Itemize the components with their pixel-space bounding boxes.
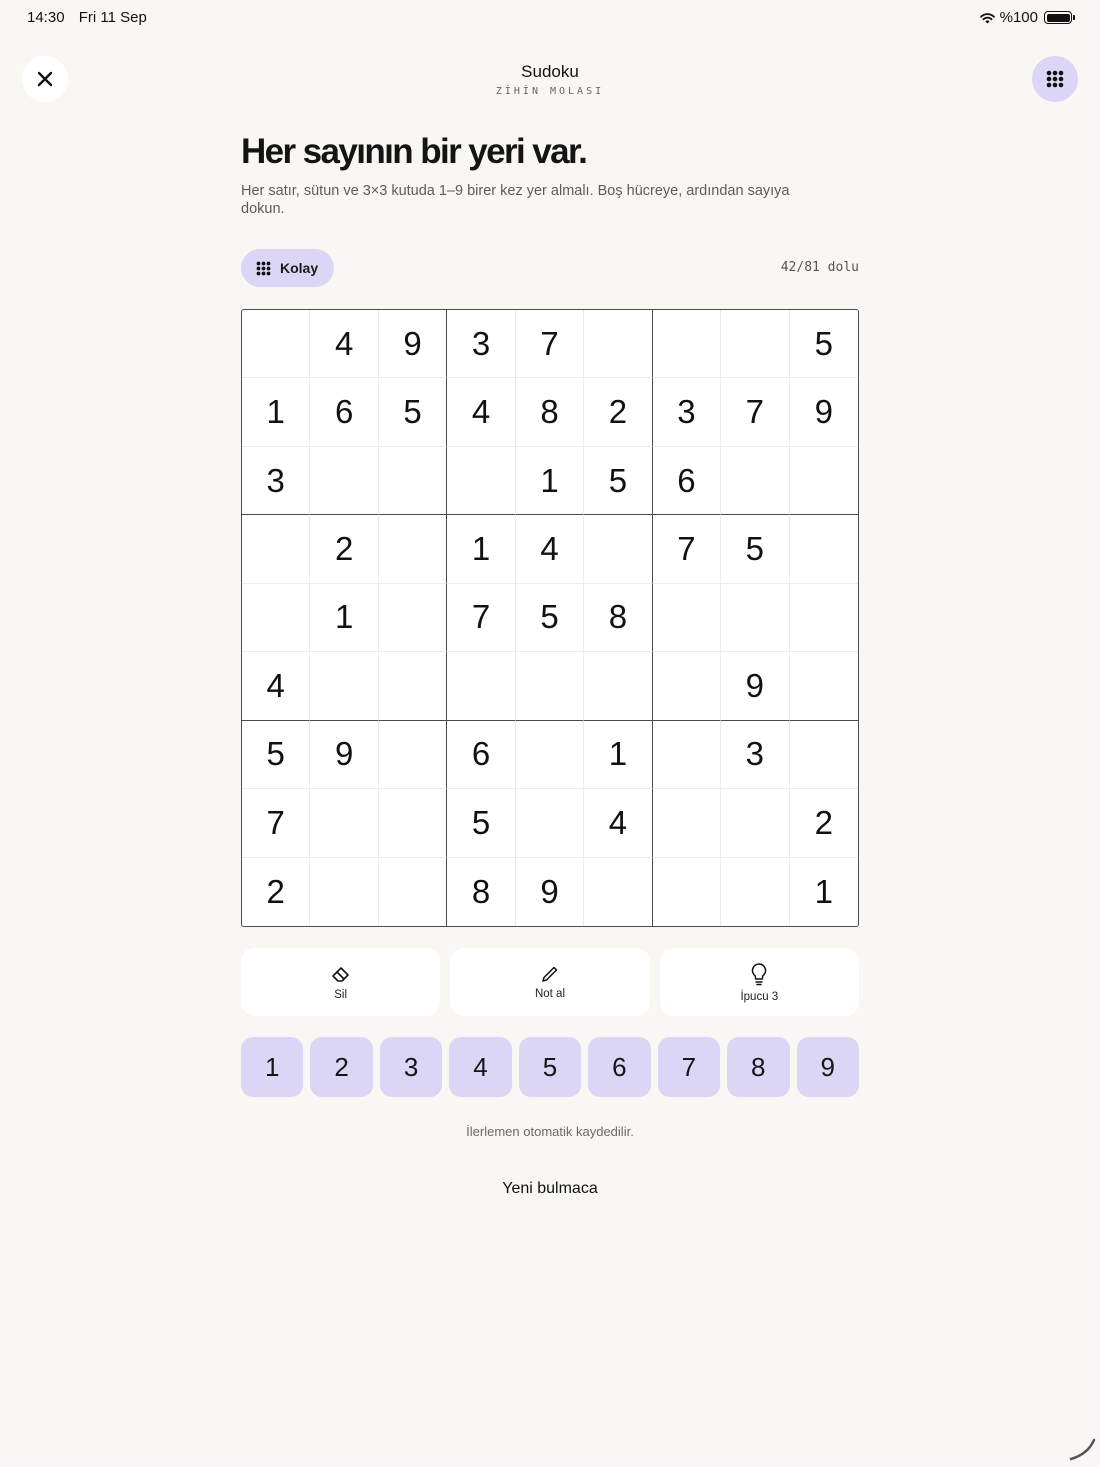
hint-button[interactable]: [660, 948, 859, 1016]
sudoku-cell[interactable]: 9: [379, 310, 447, 378]
notes-label: Not al: [534, 987, 566, 1000]
sudoku-cell[interactable]: [721, 447, 789, 515]
sudoku-cell[interactable]: [379, 652, 447, 720]
headline: Her sayının bir yeri var.: [241, 132, 587, 171]
status-indicators: [979, 9, 1072, 26]
number-key-3[interactable]: 3: [380, 1037, 442, 1097]
sudoku-cell[interactable]: 5: [790, 310, 858, 378]
sudoku-cell[interactable]: [721, 310, 789, 378]
battery-icon: [1044, 11, 1072, 24]
sudoku-cell[interactable]: [790, 584, 858, 652]
autosave-note: İlerlemen otomatik kaydedilir.: [466, 1124, 634, 1139]
sudoku-cell[interactable]: 6: [447, 721, 515, 789]
sudoku-cell[interactable]: 5: [242, 721, 310, 789]
sudoku-cell[interactable]: 7: [721, 378, 789, 446]
sudoku-cell[interactable]: [790, 515, 858, 583]
sudoku-cell[interactable]: 7: [447, 584, 515, 652]
difficulty-label: Kolay: [280, 260, 319, 276]
sudoku-cell[interactable]: [790, 721, 858, 789]
sudoku-cell[interactable]: [516, 789, 584, 857]
sudoku-cell[interactable]: 3: [447, 310, 515, 378]
sudoku-cell[interactable]: [790, 652, 858, 720]
sudoku-cell[interactable]: [379, 789, 447, 857]
sudoku-cell[interactable]: 9: [310, 721, 378, 789]
sudoku-cell[interactable]: 3: [721, 721, 789, 789]
status-time-date: [27, 9, 147, 26]
sudoku-cell[interactable]: 6: [310, 378, 378, 446]
sudoku-cell[interactable]: [379, 858, 447, 926]
sudoku-cell[interactable]: [447, 652, 515, 720]
instructions: Her satır, sütun ve 3×3 kutuda 1–9 birer kez yer almalı. Boş hücreye, ardından sayıya dokun.: [241, 183, 790, 217]
notes-button[interactable]: [450, 948, 649, 1016]
sudoku-cell[interactable]: [310, 858, 378, 926]
sudoku-cell[interactable]: [653, 858, 721, 926]
sudoku-cell[interactable]: [516, 721, 584, 789]
number-pad: [241, 1037, 859, 1097]
sudoku-cell[interactable]: [516, 652, 584, 720]
erase-button[interactable]: [241, 948, 440, 1016]
number-key-8[interactable]: 8: [727, 1037, 789, 1097]
difficulty-selector[interactable]: [241, 249, 334, 287]
sudoku-cell[interactable]: 5: [516, 584, 584, 652]
sudoku-cell[interactable]: 7: [516, 310, 584, 378]
number-key-6[interactable]: 6: [588, 1037, 650, 1097]
number-key-4[interactable]: 4: [449, 1037, 511, 1097]
page-title: Sudoku: [521, 62, 579, 81]
number-key-7[interactable]: 7: [658, 1037, 720, 1097]
eraser-icon: [330, 964, 352, 984]
sudoku-cell[interactable]: [447, 447, 515, 515]
grid-icon: [1046, 70, 1064, 88]
sudoku-cell[interactable]: [310, 652, 378, 720]
resize-handle-icon: [1068, 1432, 1098, 1462]
sudoku-cell[interactable]: [242, 584, 310, 652]
sudoku-cell[interactable]: [653, 721, 721, 789]
wifi-icon: [979, 12, 996, 24]
sudoku-cell[interactable]: 3: [242, 447, 310, 515]
sudoku-cell[interactable]: 7: [242, 789, 310, 857]
sudoku-cell[interactable]: [242, 310, 310, 378]
sudoku-cell[interactable]: 1: [310, 584, 378, 652]
sudoku-cell[interactable]: 4: [310, 310, 378, 378]
sudoku-cell[interactable]: [653, 789, 721, 857]
number-key-9[interactable]: 9: [797, 1037, 859, 1097]
status-bar: [0, 0, 1100, 34]
sudoku-cell[interactable]: [584, 652, 652, 720]
sudoku-cell[interactable]: 4: [584, 789, 652, 857]
sudoku-cell[interactable]: 6: [653, 447, 721, 515]
sudoku-cell[interactable]: [584, 515, 652, 583]
sudoku-cell[interactable]: 9: [790, 378, 858, 446]
sudoku-cell[interactable]: [379, 584, 447, 652]
hint-label: İpucu 3: [740, 990, 779, 1003]
pencil-icon: [540, 965, 560, 983]
sudoku-cell[interactable]: [379, 721, 447, 789]
sudoku-cell[interactable]: 5: [584, 447, 652, 515]
games-menu-button[interactable]: [1032, 56, 1078, 102]
sudoku-cell[interactable]: 1: [242, 378, 310, 446]
sudoku-cell[interactable]: [653, 310, 721, 378]
sudoku-cell[interactable]: 9: [721, 652, 789, 720]
sudoku-cell[interactable]: 8: [447, 858, 515, 926]
sudoku-cell[interactable]: [310, 789, 378, 857]
page-subtitle: ZİHİN MOLASI: [495, 86, 605, 97]
sudoku-cell[interactable]: 2: [242, 858, 310, 926]
sudoku-cell[interactable]: 9: [516, 858, 584, 926]
number-key-5[interactable]: 5: [519, 1037, 581, 1097]
status-time: 14:30: [27, 9, 65, 26]
sudoku-cell[interactable]: [584, 858, 652, 926]
sudoku-cell[interactable]: 4: [242, 652, 310, 720]
sudoku-cell[interactable]: 1: [516, 447, 584, 515]
sudoku-cell[interactable]: [653, 652, 721, 720]
sudoku-cell[interactable]: 2: [790, 789, 858, 857]
sudoku-cell[interactable]: 2: [584, 378, 652, 446]
new-puzzle-button[interactable]: Yeni bulmaca: [502, 1180, 598, 1197]
battery-percent: %100: [999, 9, 1038, 26]
sudoku-cell[interactable]: 4: [447, 378, 515, 446]
sudoku-cell[interactable]: 1: [584, 721, 652, 789]
sudoku-cell[interactable]: 3: [653, 378, 721, 446]
sudoku-cell[interactable]: [379, 447, 447, 515]
lightbulb-icon: [750, 962, 768, 986]
sudoku-cell[interactable]: [310, 447, 378, 515]
sudoku-board: [241, 309, 859, 927]
sudoku-cell[interactable]: 1: [814, 872, 833, 910]
sudoku-cell[interactable]: [242, 515, 310, 583]
tool-bar: [241, 948, 859, 1016]
sudoku-cell[interactable]: [790, 447, 858, 515]
sudoku-cell[interactable]: 4: [516, 515, 584, 583]
erase-label: Sil: [334, 988, 348, 1001]
sudoku-cell[interactable]: 7: [653, 515, 721, 583]
sudoku-cell[interactable]: [721, 584, 789, 652]
sudoku-cell[interactable]: 8: [516, 378, 584, 446]
sudoku-cell[interactable]: [721, 858, 789, 926]
number-key-2[interactable]: 2: [310, 1037, 372, 1097]
sudoku-cell[interactable]: [379, 515, 447, 583]
sudoku-cell[interactable]: 8: [584, 584, 652, 652]
grid-icon: [256, 261, 271, 276]
sudoku-cell[interactable]: 1: [447, 515, 515, 583]
sudoku-cell[interactable]: [584, 310, 652, 378]
sudoku-cell[interactable]: 5: [379, 378, 447, 446]
sudoku-cell[interactable]: [721, 789, 789, 857]
sudoku-cell[interactable]: 2: [310, 515, 378, 583]
sudoku-cell[interactable]: 5: [447, 789, 515, 857]
sudoku-cell[interactable]: [653, 584, 721, 652]
sudoku-cell[interactable]: 5: [721, 515, 789, 583]
number-key-1[interactable]: 1: [241, 1037, 303, 1097]
fill-progress: 42/81 dolu: [780, 260, 859, 275]
status-date: Fri 11 Sep: [78, 9, 147, 26]
